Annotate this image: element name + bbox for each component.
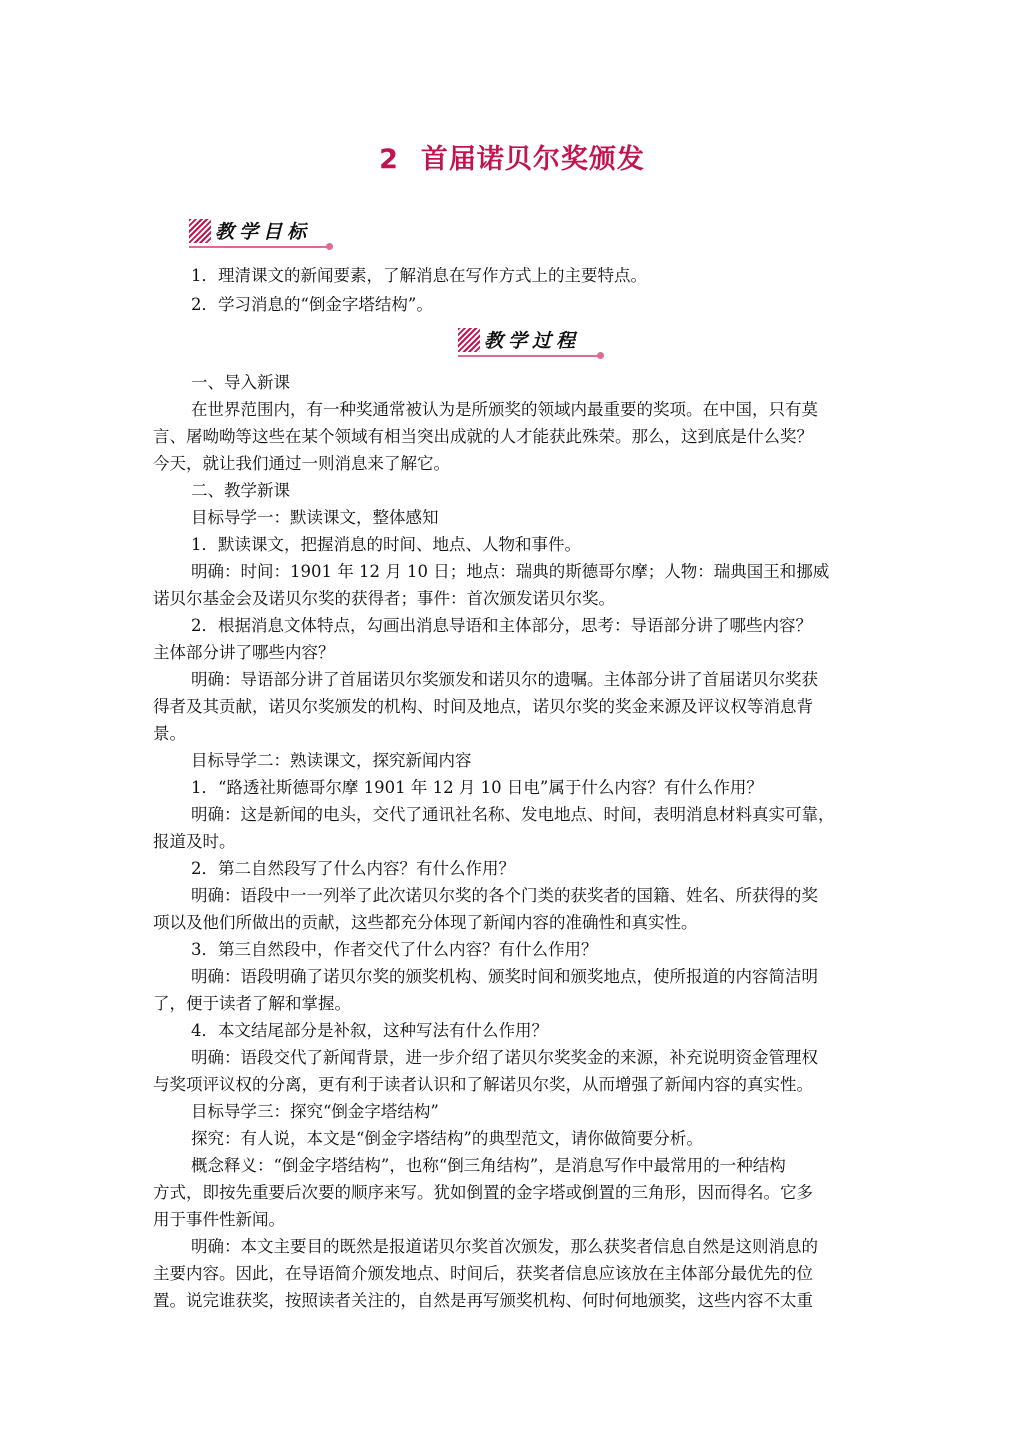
question-line: 1．“路透社斯德哥尔摩 1901 年 12 月 10 日电”属于什么内容？有什么作用？	[191, 778, 763, 797]
answer-line: 项以及他们所做出的贡献，这些都充分体现了新闻内容的准确性和真实性。	[153, 913, 698, 932]
question-line: 2．第二自然段写了什么内容？有什么作用？	[191, 859, 515, 878]
objectives-heading	[189, 215, 337, 255]
answer-line: 明确：这是新闻的电头，交代了通讯社名称、发电地点、时间，表明消息材料真实可靠，	[191, 805, 835, 824]
subheading-line: 目标导学一：默读课文，整体感知	[191, 508, 439, 527]
answer-line: 置。说完谁获奖，按照读者关注的，自然是再写颁奖机构、何时何地颁奖，这些内容不太重	[153, 1291, 813, 1310]
section-heading-line: 二、教学新课	[191, 481, 290, 500]
process-heading-label: 教学过程	[484, 330, 581, 352]
question-line: 1．默读课文，把握消息的时间、地点、人物和事件。	[191, 535, 581, 554]
answer-line: 明确：语段中一一列举了此次诺贝尔奖的各个门类的获奖者的国籍、姓名、所获得的奖	[191, 886, 818, 905]
objectives-heading-label: 教学目标	[215, 221, 312, 243]
subheading-line: 目标导学二：熟读课文，探究新闻内容	[191, 751, 472, 770]
heading-dot	[326, 243, 333, 250]
answer-line: 明确：语段明确了诺贝尔奖的颁奖机构、颁奖时间和颁奖地点，使所报道的内容简洁明	[191, 967, 818, 986]
concept-line: 用于事件性新闻。	[153, 1210, 285, 1229]
lesson-title-text: 首届诺贝尔奖颁发	[420, 144, 645, 175]
question-line: 探究：有人说，本文是“倒金字塔结构”的典型范文，请你做简要分析。	[191, 1129, 703, 1148]
heading-underline	[189, 246, 330, 248]
answer-line: 了，便于读者了解和掌握。	[153, 994, 351, 1013]
answer-line: 诺贝尔基金会及诺贝尔奖的获得者；事件：首次颁发诺贝尔奖。	[153, 589, 615, 608]
answer-line: 得者及其贡献，诺贝尔奖颁发的机构、时间及地点，诺贝尔奖的奖金来源及评议权等消息背	[153, 697, 813, 716]
answer-line: 明确：时间：1901 年 12 月 10 日；地点：瑞典的斯德哥尔摩；人物：瑞典国王和挪威	[191, 562, 830, 581]
subheading-line: 目标导学三：探究“倒金字塔结构”	[191, 1102, 439, 1121]
answer-line: 明确：语段交代了新闻背景，进一步介绍了诺贝尔奖奖金的来源，补充说明资金管理权	[191, 1048, 818, 1067]
answer-line: 与奖项评议权的分离，更有利于读者认识和了解诺贝尔奖，从而增强了新闻内容的真实性。	[153, 1075, 813, 1094]
question-line: 3．第三自然段中，作者交代了什么内容？有什么作用？	[191, 940, 598, 959]
paragraph-line: 今天，就让我们通过一则消息来了解它。	[153, 454, 450, 473]
lesson-title	[0, 137, 1024, 176]
question-line: 4．本文结尾部分是补叙，这种写法有什么作用？	[191, 1021, 548, 1040]
answer-line: 主要内容。因此，在导语简介颁发地点、时间后，获奖者信息应该放在主体部分最优先的位	[153, 1264, 813, 1283]
paragraph-line: 在世界范围内，有一种奖通常被认为是所颁奖的领域内最重要的奖项。在中国，只有莫	[191, 400, 818, 419]
heading-dot	[597, 352, 604, 359]
answer-line: 报道及时。	[153, 832, 236, 851]
section-heading-line: 一、导入新课	[191, 373, 290, 392]
concept-line: 概念释义：“倒金字塔结构”，也称“倒三角结构”，是消息写作中最常用的一种结构	[191, 1156, 786, 1175]
question-line: 主体部分讲了哪些内容？	[153, 643, 335, 662]
objective-item: 2．学习消息的“倒金字塔结构”。	[191, 295, 433, 314]
process-heading	[458, 324, 608, 364]
objective-item: 1．理清课文的新闻要素，了解消息在写作方式上的主要特点。	[191, 266, 647, 285]
answer-line: 景。	[153, 724, 186, 743]
paragraph-line: 言、屠呦呦等这些在某个领域有相当突出成就的人才能获此殊荣。那么，这到底是什么奖？	[153, 427, 813, 446]
heading-stripe-decoration	[458, 328, 480, 352]
heading-stripe-decoration	[189, 219, 211, 243]
lesson-number: 2	[379, 144, 399, 175]
concept-line: 方式，即按先重要后次要的顺序来写。犹如倒置的金字塔或倒置的三角形，因而得名。它多	[153, 1183, 813, 1202]
answer-line: 明确：导语部分讲了首届诺贝尔奖颁发和诺贝尔的遗嘱。主体部分讲了首届诺贝尔奖获	[191, 670, 818, 689]
heading-underline	[458, 355, 601, 357]
question-line: 2．根据消息文体特点，勾画出消息导语和主体部分，思考：导语部分讲了哪些内容？	[191, 616, 812, 635]
answer-line: 明确：本文主要目的既然是报道诺贝尔奖首次颁发，那么获奖者信息自然是这则消息的	[191, 1237, 818, 1256]
